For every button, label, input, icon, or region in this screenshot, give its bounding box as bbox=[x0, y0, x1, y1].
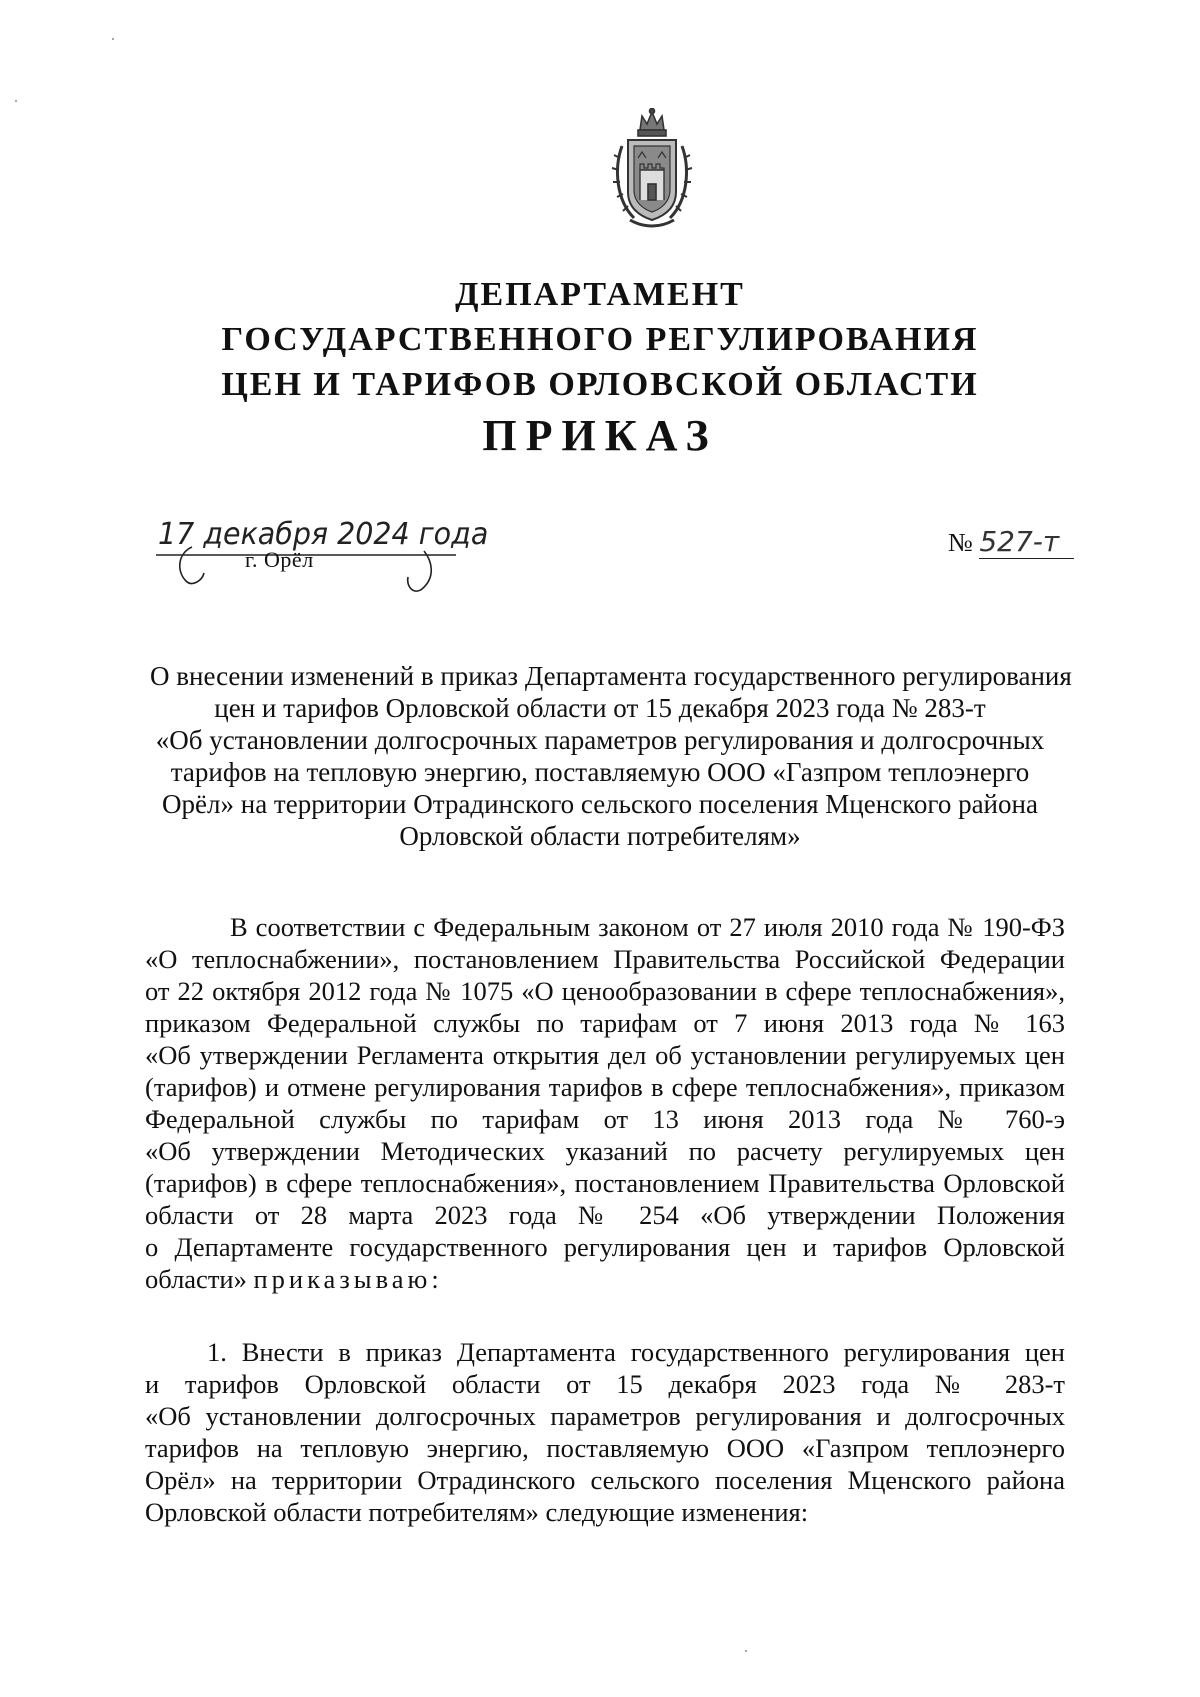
item1-line: Орёл» на территории Отрадинского сельского поселения Мценского района bbox=[145, 1465, 1065, 1495]
preamble-last-line bbox=[145, 1263, 1065, 1295]
document-number bbox=[948, 525, 1074, 559]
subject-line: «Об установлении долгосрочных параметров регулирования и долгосрочных bbox=[155, 725, 1045, 755]
authority-line-1: ДЕПАРТАМЕНТ bbox=[455, 276, 745, 313]
item1-line: тарифов на тепловую энергию, поставляемую ООО «Газпром теплоэнерго bbox=[145, 1433, 1065, 1463]
number-sign: № bbox=[948, 528, 973, 557]
authority-line-2: ГОСУДАРСТВЕННОГО РЕГУЛИРОВАНИЯ bbox=[221, 321, 979, 358]
document-type-title: ПРИКАЗ bbox=[482, 411, 718, 460]
subject-line: цен и тарифов Орловской области от 15 декабря 2023 года № 283-т bbox=[214, 693, 986, 723]
item1-line: 1. Внести в приказ Департамента государственного регулирования цен bbox=[207, 1337, 1065, 1367]
preamble-line: «Об утверждении Методических указаний по расчету регулируемых цен bbox=[145, 1136, 1065, 1166]
scan-speck bbox=[15, 100, 17, 102]
preamble-line: области от 28 марта 2023 года № 254 «Об утверждении Положения bbox=[145, 1200, 1065, 1230]
item1-line: Орловской области потребителям» следующие изменения: bbox=[145, 1497, 809, 1527]
order-verb: приказываю: bbox=[253, 1264, 443, 1294]
preamble-line: о Департаменте государственного регулирования цен и тарифов Орловской bbox=[145, 1232, 1065, 1262]
handwritten-date: 17 декабря 2024 года bbox=[158, 517, 489, 552]
order-item-1 bbox=[145, 1336, 1065, 1528]
preamble-line: области» bbox=[145, 1264, 247, 1294]
scan-speck bbox=[112, 38, 114, 40]
scan-speck bbox=[745, 1650, 747, 1652]
subject-line: О внесении изменений в приказ Департамента государственного регулирования bbox=[150, 661, 1072, 691]
authority-line-3: ЦЕН И ТАРИФОВ ОРЛОВСКОЙ ОБЛАСТИ bbox=[221, 366, 979, 403]
item1-line: и тарифов Орловской области от 15 декабря 2023 года № 283-т bbox=[145, 1369, 1065, 1399]
preamble-line: приказом Федеральной службы по тарифам от 7 июня 2013 года № 163 bbox=[145, 1008, 1065, 1038]
subject-line: тарифов на тепловую энергию, поставляемую ООО «Газпром теплоэнерго bbox=[170, 757, 1030, 787]
city-label: г. Орёл bbox=[245, 547, 314, 572]
item1-line: «Об установлении долгосрочных параметров регулирования и долгосрочных bbox=[145, 1401, 1065, 1431]
preamble-line: В соответствии с Федеральным законом от 27 июля 2010 года № 190-ФЗ bbox=[230, 912, 1065, 942]
subject-line: Орловской области потребителям» bbox=[399, 821, 801, 851]
preamble-line: «О теплоснабжении», постановлением Правительства Российской Федерации bbox=[145, 944, 1065, 974]
preamble-line: «Об утверждении Регламента открытия дел об установлении регулируемых цен bbox=[145, 1040, 1065, 1070]
coat-of-arms-emblem bbox=[610, 108, 694, 230]
preamble-line: (тарифов) в сфере теплоснабжения», постановлением Правительства Орловской bbox=[145, 1168, 1065, 1198]
order-subject bbox=[150, 660, 1072, 852]
issuing-authority bbox=[150, 272, 1050, 407]
preamble-line: от 22 октября 2012 года № 1075 «О ценообразовании в сфере теплоснабжения», bbox=[145, 976, 1065, 1006]
preamble-line: (тарифов) и отмене регулирования тарифов в сфере теплоснабжения», приказом bbox=[145, 1072, 1065, 1102]
preamble-line: Федеральной службы по тарифам от 13 июня 2013 года № 760-э bbox=[145, 1104, 1065, 1134]
subject-line: Орёл» на территории Отрадинского сельского поселения Мценского района bbox=[162, 789, 1038, 819]
handwritten-number: 527-т bbox=[979, 525, 1074, 559]
preamble-paragraph bbox=[145, 911, 1065, 1295]
